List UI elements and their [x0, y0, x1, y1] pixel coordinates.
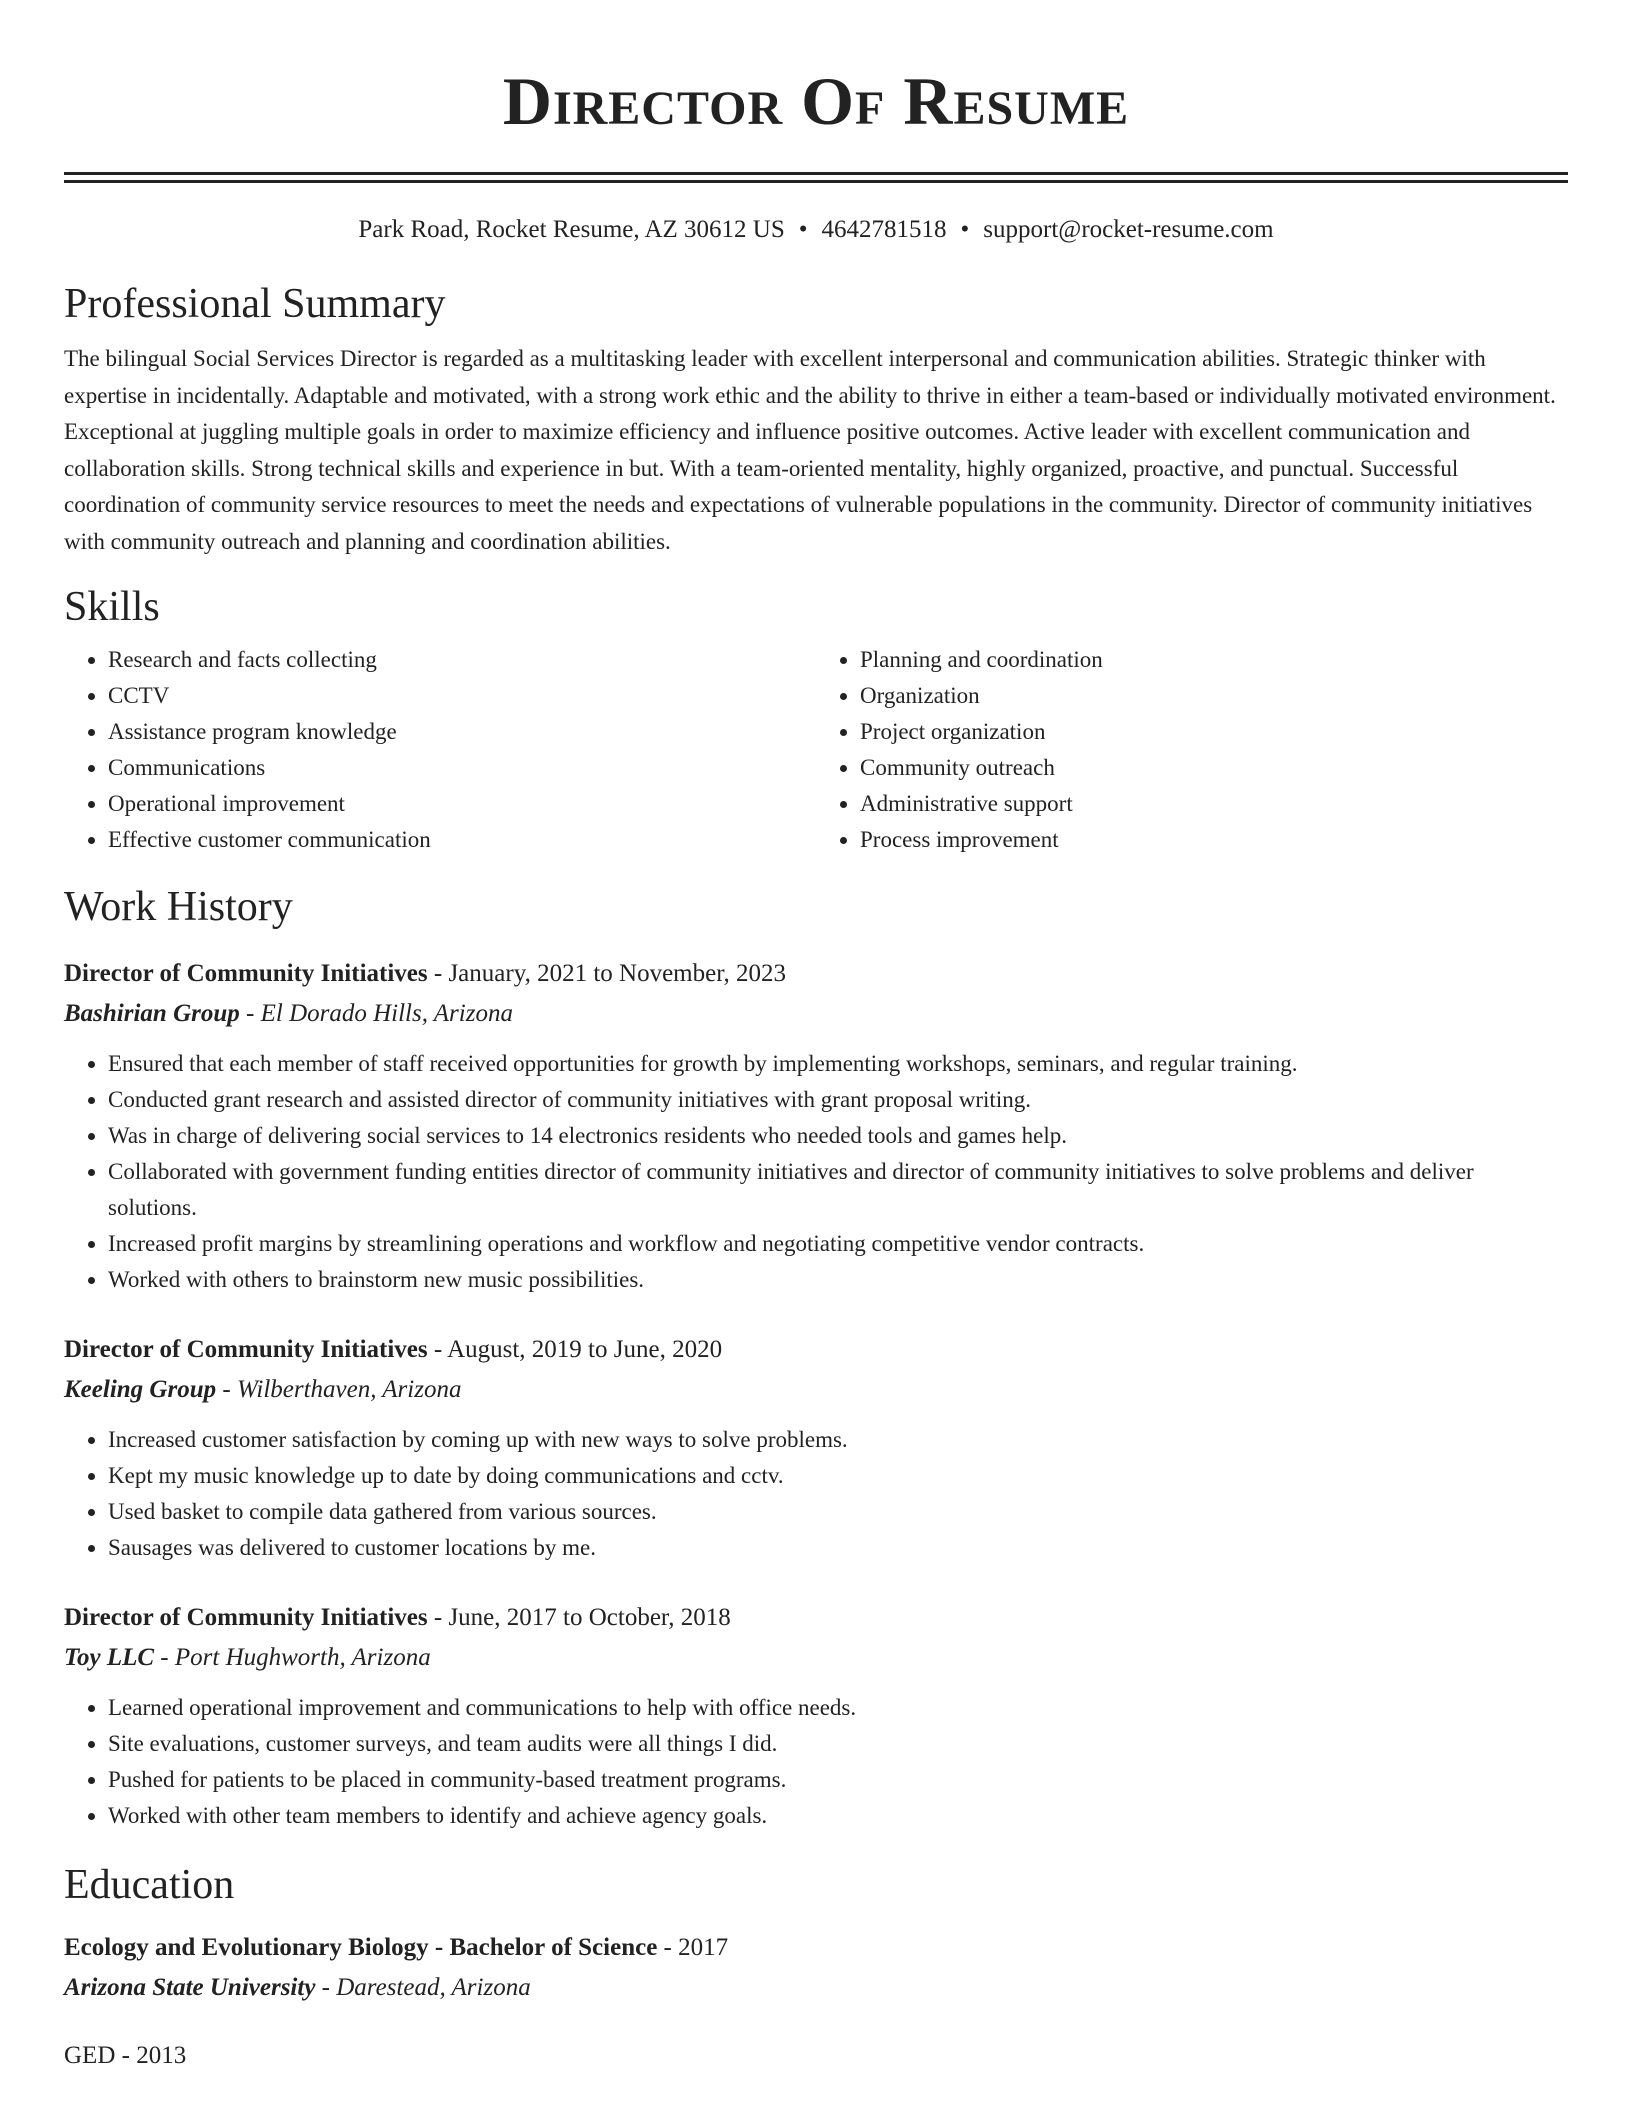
skill-item: • Administrative support — [860, 786, 1568, 822]
job-bullet: • Increased customer satisfaction by coming up with new ways to solve problems. — [108, 1422, 1568, 1458]
job-location: Wilberthaven, Arizona — [236, 1376, 462, 1403]
skill-item: • Organization — [860, 678, 1568, 714]
contact-separator: • — [960, 216, 970, 243]
skill-item: • Communications — [108, 750, 816, 786]
job-bullet: • Worked with other team members to identify and achieve agency goals. — [108, 1798, 1568, 1834]
resume-page — [64, 0, 1568, 2076]
job-company-line: Bashirian Group - El Dorado Hills, Arizona — [64, 1000, 513, 1027]
skills-heading: Skills — [64, 584, 160, 630]
job-bullet: • Site evaluations, customer surveys, and team audits were all things I did. — [108, 1726, 1568, 1762]
job-company: Bashirian Group — [64, 1000, 240, 1027]
job-bullet: • Sausages was delivered to customer locations by me. — [108, 1530, 1568, 1566]
education-degree: Ecology and Evolutionary Biology - Bachelor of Science — [64, 1934, 658, 1961]
job-bullet: • Increased profit margins by streamlining operations and workflow and negotiating competitive vendor contracts. — [108, 1226, 1568, 1262]
contact-separator: • — [798, 216, 808, 243]
job-bullets — [64, 1422, 1568, 1566]
job-bullet: • Conducted grant research and assisted director of community initiatives with grant proposal writing. — [108, 1082, 1568, 1118]
job-location: Port Hughworth, Arizona — [174, 1644, 431, 1671]
skill-item: • Process improvement — [860, 822, 1568, 858]
education-school-line: Arizona State University - Darestead, Arizona — [64, 1974, 531, 2001]
job-company-line: Keeling Group - Wilberthaven, Arizona — [64, 1376, 462, 1403]
skill-item: • Planning and coordination — [860, 642, 1568, 678]
summary-text: The bilingual Social Services Director is regarded as a multitasking leader with excellent interpersonal and communication abilities. Strategic thinker with expertise in incidentally. Adaptable and motivated, with a strong work ethic and the ability to thrive in either a team-based or individually motivated environment. Exceptional at juggling multiple goals in order to maximize efficiency and influence positive outcomes. Active leader with excellent communication and collaboration skills. Strong technical skills and experience in but. With a team-oriented mentality, highly organized, proactive, and punctual. Successful coordination of community service resources to meet the needs and expectations of vulnerable populations in the community. Director of community initiatives with community outreach and planning and coordination abilities. — [64, 346, 1556, 554]
job-bullet: • Used basket to compile data gathered from various sources. — [108, 1494, 1568, 1530]
contact-email: support@rocket-resume.com — [983, 216, 1274, 243]
skills-column-left — [64, 642, 816, 858]
job-entry — [64, 954, 1568, 1298]
education-school: Arizona State University — [64, 1974, 316, 2001]
job-entry — [64, 1330, 1568, 1566]
education-year: 2017 — [678, 1934, 729, 1961]
job-position: Director of Community Initiatives — [64, 1604, 428, 1631]
skill-item: • Operational improvement — [108, 786, 816, 822]
job-bullet: • Ensured that each member of staff received opportunities for growth by implementing workshops, seminars, and regular training. — [108, 1046, 1568, 1082]
education-heading-line: Ecology and Evolutionary Biology - Bachelor of Science - 2017 — [64, 1934, 729, 1961]
job-company: Toy LLC — [64, 1644, 155, 1671]
skill-item: • Assistance program knowledge — [108, 714, 816, 750]
job-bullet: • Collaborated with government funding entities director of community initiatives and director of community initiatives to solve problems and deliver solutions. — [108, 1154, 1568, 1226]
job-bullet: • Was in charge of delivering social services to 14 electronics residents who needed tools and games help. — [108, 1118, 1568, 1154]
job-location: El Dorado Hills, Arizona — [260, 1000, 513, 1027]
skill-item: • CCTV — [108, 678, 816, 714]
job-dates: January, 2021 to November, 2023 — [448, 960, 787, 987]
job-bullet: • Kept my music knowledge up to date by doing communications and cctv. — [108, 1458, 1568, 1494]
job-heading: Director of Community Initiatives - August, 2019 to June, 2020 — [64, 1336, 723, 1363]
header-divider — [64, 172, 1568, 183]
job-entry — [64, 1598, 1568, 1834]
skill-item: • Project organization — [860, 714, 1568, 750]
job-position: Director of Community Initiatives — [64, 960, 428, 987]
job-dates: June, 2017 to October, 2018 — [448, 1604, 731, 1631]
job-position: Director of Community Initiatives — [64, 1336, 428, 1363]
job-bullets — [64, 1690, 1568, 1834]
contact-address: Park Road, Rocket Resume, AZ 30612 US — [358, 216, 785, 243]
job-bullets — [64, 1046, 1568, 1298]
education-location: Darestead, Arizona — [336, 1974, 531, 2001]
contact-line — [64, 213, 1568, 247]
work-history-heading: Work History — [64, 884, 293, 930]
skills-list — [64, 642, 1568, 858]
resume-name: Director Of Resume — [502, 63, 1130, 139]
education-heading: Education — [64, 1862, 235, 1908]
summary-heading: Professional Summary — [64, 281, 446, 327]
skills-column-right — [816, 642, 1568, 858]
job-heading: Director of Community Initiatives - January, 2021 to November, 2023 — [64, 960, 787, 987]
contact-phone: 4642781518 — [821, 216, 947, 243]
skill-item: • Research and facts collecting — [108, 642, 816, 678]
job-bullet: • Pushed for patients to be placed in community-based treatment programs. — [108, 1762, 1568, 1798]
skill-item: • Community outreach — [860, 750, 1568, 786]
job-company: Keeling Group — [64, 1376, 217, 1403]
skill-item: • Effective customer communication — [108, 822, 816, 858]
job-heading: Director of Community Initiatives - June, 2017 to October, 2018 — [64, 1604, 731, 1631]
job-bullet: • Worked with others to brainstorm new music possibilities. — [108, 1262, 1568, 1298]
education-extra: GED - 2013 — [64, 2042, 187, 2069]
job-dates: August, 2019 to June, 2020 — [447, 1336, 723, 1363]
job-company-line: Toy LLC - Port Hughworth, Arizona — [64, 1644, 431, 1671]
job-bullet: • Learned operational improvement and communications to help with office needs. — [108, 1690, 1568, 1726]
education-entry — [64, 1928, 1568, 2008]
